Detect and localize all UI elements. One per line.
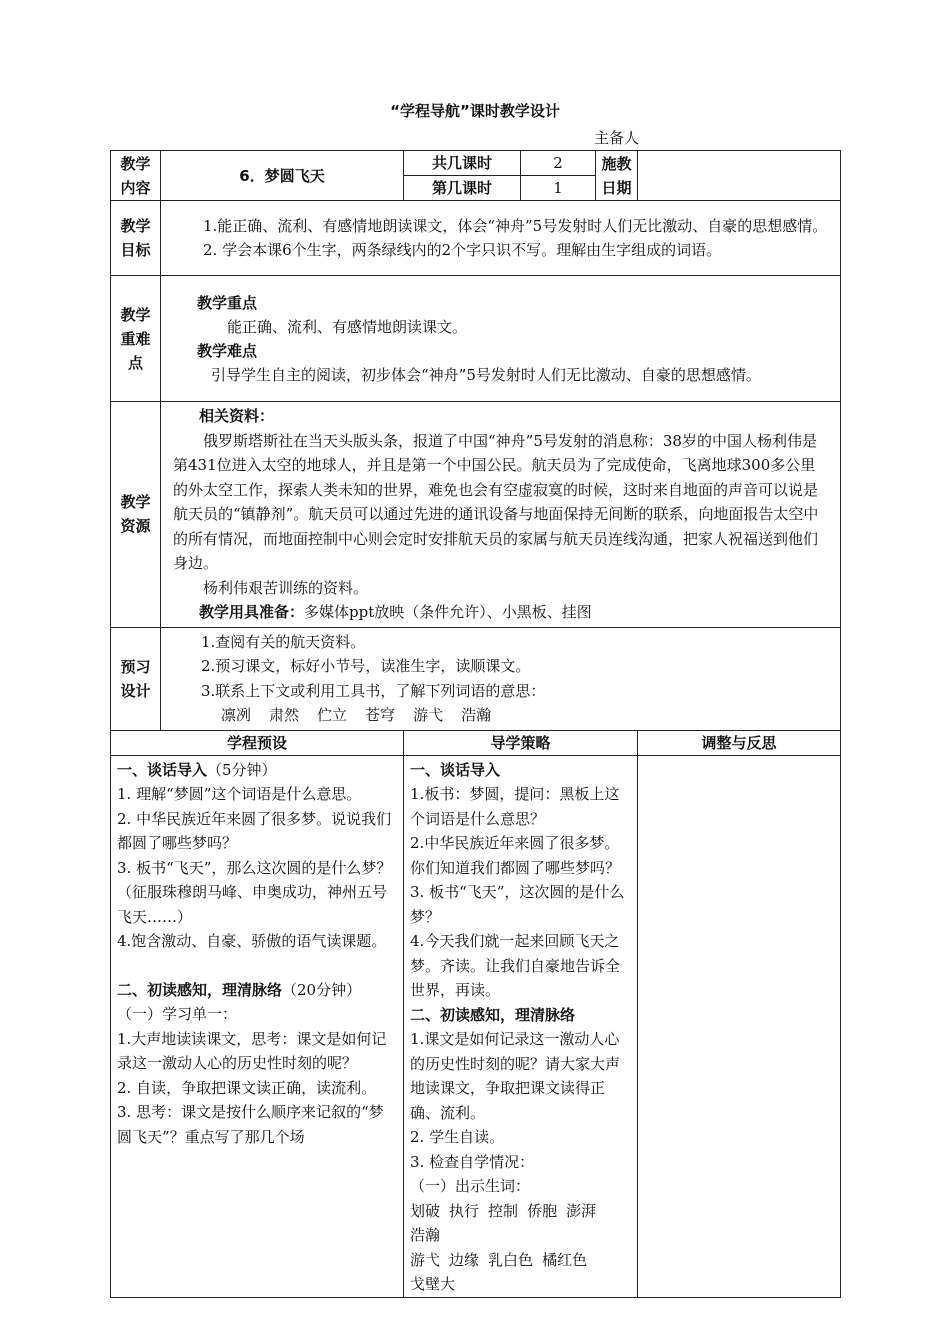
document-title: “学程导航”课时教学设计 <box>390 102 560 120</box>
plan-section-2: 二、初读感知，理清脉络（20分钟） <box>117 980 362 999</box>
preview-item: 3.联系上下文或利用工具书，了解下列词语的意思： <box>201 681 546 700</box>
strategy-words-row: 游弋 边缘 乳白色 橘红色戈壁大 <box>410 1250 588 1293</box>
plan-item: 1.大声地读读课文，思考：课文是如何记录这一激动人心的历史性时刻的呢？ <box>117 1029 387 1072</box>
plan-column <box>111 755 404 1297</box>
tools-label: 教学用具准备： <box>199 603 305 621</box>
preview-label: 预习 设计 <box>111 627 161 730</box>
preview-word: 肃然 <box>269 706 300 724</box>
plan-item: 3. 板书“飞天”，那么这次圆的是什么梦？（征服珠穆朗马峰、申奥成功，神州五号飞天……） <box>117 858 392 926</box>
focus-text: 能正确、流利、有感情地朗读课文。 <box>227 317 468 336</box>
strategy-item: 3. 检查自学情况： <box>410 1152 535 1171</box>
goal-item: 1.能正确、流利、有感情地朗读课文，体会“神舟”5号发射时人们无比激动、自豪的思想感情。 <box>203 217 828 235</box>
col-header-strategy: 导学策略 <box>404 730 638 755</box>
col-header-plan: 学程预设 <box>111 730 404 755</box>
goal-item: 2. 学会本课6个生字，两条绿线内的2个字只识不写。理解由生字组成的词语。 <box>203 241 722 259</box>
total-periods-label: 共几课时 <box>404 151 521 176</box>
period-no-value: 1 <box>521 176 596 201</box>
preview-word: 游弋 <box>413 706 444 724</box>
resources-content <box>161 402 841 628</box>
plan-item: 1. 理解“梦圆”这个词语是什么意思。 <box>117 785 362 803</box>
strategy-item: 1.板书：梦圆，提问：黑板上这个词语是什么意思？ <box>410 785 620 828</box>
strategy-section-2: 二、初读感知，理清脉络 <box>410 1005 576 1024</box>
preview-item: 1.查阅有关的航天资料。 <box>201 632 366 651</box>
preview-word: 伫立 <box>317 706 348 724</box>
reflection-column <box>638 755 841 1297</box>
plan-item: 4.饱含激动、自豪、骄傲的语气读课题。 <box>117 932 387 950</box>
date-value <box>638 151 841 201</box>
strategy-item: （一）出示生词： <box>410 1177 531 1195</box>
preview-word: 凛冽 <box>221 706 252 724</box>
goals-label: 教学 目标 <box>111 201 161 276</box>
preview-content <box>161 627 841 730</box>
resources-extra: 杨利伟艰苦训练的资料。 <box>203 578 369 597</box>
plan-section-1: 一、谈话导入（5分钟） <box>117 760 277 779</box>
content-label: 教学 内容 <box>111 151 161 201</box>
tools-text: 多媒体ppt放映（条件允许）、小黑板、挂图 <box>304 603 592 621</box>
preparer-label: 主备人 <box>594 129 640 147</box>
plan-item: 3. 思考：课文是按什么顺序来记叙的“梦圆飞天”？重点写了那几个场 <box>117 1103 384 1146</box>
plan-item: 2. 自读，争取把课文读正确，读流利。 <box>117 1078 377 1097</box>
tools-line <box>173 600 828 625</box>
strategy-item: 3. 板书“飞天”，这次圆的是什么梦？ <box>410 883 625 926</box>
strategy-item: 2.中华民族近年来圆了很多梦。你们知道我们都圆了哪些梦吗？ <box>410 834 621 877</box>
preview-word: 苍穹 <box>365 706 396 724</box>
difficulty-heading: 教学难点 <box>197 341 258 360</box>
key-points-label: 教学 重难 点 <box>111 276 161 402</box>
resources-heading: 相关资料： <box>199 407 275 425</box>
strategy-words-row: 划破 执行 控制 侨胞 澎湃浩瀚 <box>410 1201 597 1244</box>
strategy-column <box>404 755 638 1297</box>
strategy-item: 1.课文是如何记录这一激动人心的历史性时刻的呢？请大家大声地读课文，争取把课文读得正确、流利。 <box>410 1030 621 1122</box>
date-label: 施教 日期 <box>596 151 638 201</box>
total-periods-value: 2 <box>521 151 596 176</box>
resources-paragraph: 俄罗斯塔斯社在当天头版头条，报道了中国“神舟”5号发射的消息称：38岁的中国人杨利伟是第431位进入太空的地球人，并且是第一个中国公民。航天员为了完成使命，飞离地球300多公里的外太空工作，探索人类未知的世界，难免也会有空虚寂寞的时候，这时来自地面的声音可以说是航天员的“镇静剂”。航天员可以通过先进的通讯设备与地面保持无间断的联系，向地面报告太空中的所有情况，而地面控制中心则会定时安排航天员的家属与航天员连线沟通，把家人祝福送到他们身边。 <box>173 431 819 572</box>
col-header-reflection: 调整与反思 <box>638 730 841 755</box>
preview-item: 2.预习课文，标好小节号，读准生字，读顺课文。 <box>201 657 531 675</box>
preview-word: 浩瀚 <box>461 706 492 724</box>
focus-heading: 教学重点 <box>197 293 258 312</box>
resources-label: 教学 资源 <box>111 402 161 628</box>
strategy-item: 4.今天我们就一起来回顾飞天之梦。齐读。让我们自豪地告诉全世界，再读。 <box>410 932 621 999</box>
plan-item: 2. 中华民族近年来圆了很多梦。说说我们都圆了哪些梦吗？ <box>117 809 392 852</box>
preview-words <box>173 703 828 728</box>
plan-subsection: （一）学习单一： <box>117 1005 238 1023</box>
goals-content <box>161 201 841 276</box>
lesson-title: 6．梦圆飞天 <box>161 151 404 201</box>
key-points-content <box>161 276 841 402</box>
difficulty-text: 引导学生自主的阅读，初步体会“神舟”5号发射时人们无比激动、自豪的思想感情。 <box>211 365 761 384</box>
lesson-plan-table <box>110 150 841 1298</box>
period-no-label: 第几课时 <box>404 176 521 201</box>
strategy-section-1: 一、谈话导入 <box>410 760 501 779</box>
strategy-item: 2. 学生自读。 <box>410 1128 505 1146</box>
